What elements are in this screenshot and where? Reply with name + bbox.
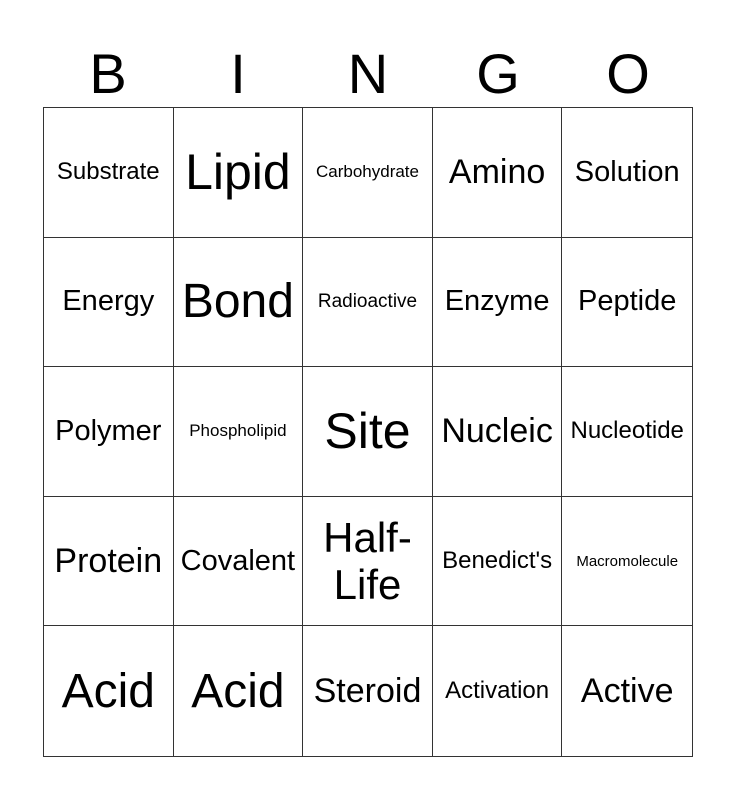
bingo-cell-r4-c4[interactable]: Benedict's (433, 497, 563, 627)
bingo-cell-r2-c5[interactable]: Peptide (562, 238, 692, 368)
bingo-cell-r1-c5[interactable]: Solution (562, 108, 692, 238)
bingo-cell-r3-c4[interactable]: Nucleic (433, 367, 563, 497)
bingo-cell-r3-c1[interactable]: Polymer (44, 367, 174, 497)
header-letter-g: G (476, 42, 520, 105)
bingo-board (43, 107, 693, 757)
bingo-cell-r3-c5[interactable]: Nucleotide (562, 367, 692, 497)
bingo-cell-r5-c4[interactable]: Activation (433, 626, 563, 756)
bingo-cell-r4-c5[interactable]: Macromolecule (562, 497, 692, 627)
header-letter-i: I (230, 42, 246, 105)
bingo-cell-r1-c3[interactable]: Carbohydrate (303, 108, 433, 238)
header-letter-o: O (606, 42, 650, 105)
bingo-cell-r5-c5[interactable]: Active (580, 671, 674, 710)
bingo-cell-r4-c1[interactable]: Protein (44, 497, 174, 627)
bingo-cell-r1-c4[interactable]: Amino (433, 108, 563, 238)
bingo-cell-r2-c3[interactable]: Radioactive (303, 238, 433, 368)
bingo-header (43, 40, 693, 108)
bingo-cell-r5-c1[interactable]: Acid (44, 626, 174, 756)
bingo-cell-r2-c2[interactable]: Bond (174, 238, 304, 368)
header-letter-n: N (347, 42, 389, 105)
bingo-cell-r3-c2[interactable]: Phospholipid (174, 367, 304, 497)
bingo-cell-r4-c3[interactable]: Half- Life (303, 497, 433, 627)
bingo-cell-r1-c1[interactable]: Substrate (44, 108, 174, 238)
bingo-cell-r5-c3[interactable]: Steroid (303, 626, 433, 756)
bingo-cell-r3-c3[interactable]: Site (303, 367, 433, 497)
bingo-cell-r4-c2[interactable]: Covalent (174, 497, 304, 627)
bingo-cell-r1-c2[interactable]: Lipid (174, 108, 304, 238)
header-letter-b: B (89, 42, 127, 105)
bingo-cell-r2-c4[interactable]: Enzyme (433, 238, 563, 368)
bingo-cell-r2-c1[interactable]: Energy (44, 238, 174, 368)
bingo-cell-r5-c2[interactable]: Acid (174, 626, 304, 756)
